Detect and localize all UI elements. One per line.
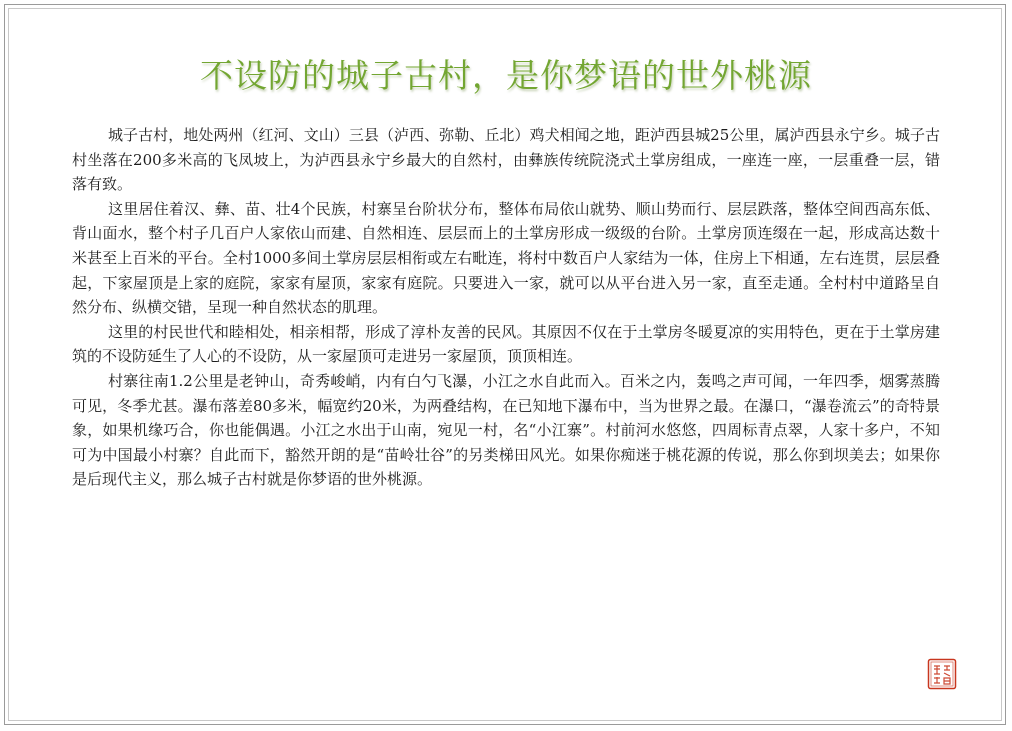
paragraph-4: 村寨往南1.2公里是老钟山，奇秀峻峭，内有白勺飞瀑，小江之水自此而入。百米之内，轰鸣之声可闻，一年四季，烟雾蒸腾可见，冬季尤甚。瀑布落差80多米，幅宽约20米，为两叠结构，在已知地下瀑布中，当为世界之最。在瀑口，“瀑卷流云”的奇特景象，如果机缘巧合，你也能偶遇。小江之水出于山南，宛见一村，名“小江寨”。村前河水悠悠，四周标青点翠，人家十多户，不知可为中国最小村寨？自此而下，豁然开朗的是“苗岭壮谷”的另类梯田风光。如果你痴迷于桃花源的传说，那么你到坝美去；如果你是后现代主义，那么城子古村就是你梦语的世外桃源。 <box>72 371 940 489</box>
paragraph-2: 这里居住着汉、彝、苗、壮4个民族，村寨呈台阶状分布，整体布局依山就势、顺山势而行、层层跌落，整体空间西高东低、背山面水，整个村子几百户人家依山而建、自然相连、层层而上的土掌房形成一级级的台阶。土掌房顶连缀在一起，形成高达数十米甚至上百米的平台。全村1000多间土掌房层层相衔或左右毗连，将村中数百户人家结为一体，住房上下相通，左右连贯，层层叠起，下家屋顶是上家的庭院，家家有屋顶，家家有庭院。只要进入一家，就可以从平台进入另一家，直至走通。全村村中道路呈自然分布、纵横交错，呈现一种自然状态的肌理。 <box>72 199 940 317</box>
paragraph-3: 这里的村民世代和睦相处，相亲相帮，形成了淳朴友善的民风。其原因不仅在于土掌房冬暖夏凉的实用特色，更在于土掌房建筑的不设防延生了人心的不设防，从一家屋顶可走进另一家屋顶，顶顶相连。 <box>72 322 940 366</box>
paragraph-1: 城子古村，地处两州（红河、文山）三县（泸西、弥勒、丘北）鸡犬相闻之地，距泸西县城25公里，属泸西县永宁乡。城子古村坐落在200多米高的飞凤坡上，为泸西县永宁乡最大的自然村，由彝族传统院浇式土掌房组成，一座连一座，一层重叠一层，错落有致。 <box>72 126 940 194</box>
article-body <box>72 123 940 492</box>
page-title: 不设防的城子古村，是你梦语的世外桃源 <box>200 56 812 95</box>
seal-stamp-icon <box>927 658 957 690</box>
